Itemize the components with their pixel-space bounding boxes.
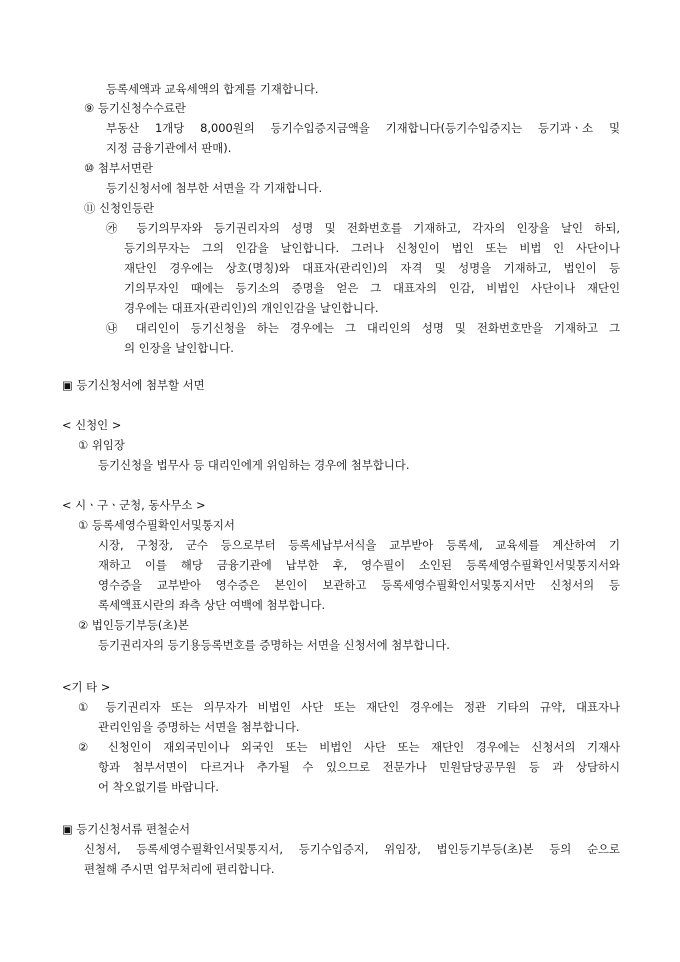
item-11-ga-text: 등기의무자는 그의 인감을 날인합니다. 그러나 신청인이 법인 또는 비법 인 사단이나 bbox=[124, 241, 620, 255]
power-of-attorney-title: ① 위임장 bbox=[78, 438, 125, 452]
applicant-header: < 신청인 > bbox=[62, 418, 122, 432]
item-10-text: 등기신청서에 첨부한 서면을 각 기재합니다. bbox=[106, 181, 323, 195]
item-9-text: 지정 금융기관에서 판매). bbox=[106, 141, 232, 155]
other-item-2-text: 어 착오없기를 바랍니다. bbox=[98, 780, 219, 794]
other-item-2-text: 항과 첨부서면이 다르거나 추가될 수 있으므로 전문가나 민원담당공무원 등 과 상담하시 bbox=[98, 760, 620, 774]
tax-receipt-text: 시장, 구청장, 군수 등으로부터 등록세납부서식을 교부받아 등록세, 교육세를 계산하여 기 bbox=[98, 538, 620, 552]
item-10-title: ⑩ 첨부서면란 bbox=[84, 161, 153, 175]
item-11-ga-text: ㉮ 등기의무자와 등기권리자의 성명 및 전화번호를 기재하고, 각자의 인장을 날인 하되, bbox=[106, 221, 620, 235]
corporate-register-title: ② 법인등기부등(초)본 bbox=[78, 618, 189, 632]
tax-receipt-text: 록세액표시란의 좌측 상단 여백에 첨부합니다. bbox=[98, 598, 326, 612]
other-item-2-text: ② 신청인이 재외국민이나 외국인 또는 비법인 사단 또는 재단인 경우에는 신청서의 기재사 bbox=[78, 740, 620, 754]
item-11-ga-text: 기의무자인 때에는 등기소의 증명을 얻은 그 대표자의 인감, 비법인 사단이나 재단인 bbox=[124, 281, 620, 295]
power-of-attorney-text: 등기신청을 법무사 등 대리인에게 위임하는 경우에 첨부합니다. bbox=[98, 458, 410, 472]
filing-order-text: 신청서, 등록세영수필확인서및통지서, 등기수입증지, 위임장, 법인등기부등(초)본 등의 순으로 bbox=[84, 842, 620, 856]
other-item-1-text: ① 등기권리자 또는 의무자가 비법인 사단 또는 재단인 경우에는 정관 기타의 규약, 대표자나 bbox=[78, 700, 620, 714]
item-11-title: ⑪ 신청인등란 bbox=[84, 201, 155, 215]
other-header: <기 타 > bbox=[62, 680, 111, 694]
attachments-heading: ▣ 등기신청서에 첨부할 서면 bbox=[62, 378, 205, 392]
item-11-ga-text: 경우에는 대표자(관리인)의 개인인감을 날인합니다. bbox=[124, 301, 379, 315]
item-11-na-text: 의 인장을 날인합니다. bbox=[124, 341, 234, 355]
item-9-title: ⑨ 등기신청수수료란 bbox=[84, 101, 186, 115]
registration-tax-sum-line: 등록세액과 교육세액의 합계를 기재합니다. bbox=[106, 82, 319, 96]
item-9-text: 부동산 1개당 8,000원의 등기수입증지금액을 기재합니다(등기수입증지는 등기과ㆍ소 및 bbox=[106, 121, 620, 135]
item-11-na-text: ㉯ 대리인이 등기신청을 하는 경우에는 그 대리인의 성명 및 전화번호만을 기재하고 그 bbox=[106, 321, 620, 335]
tax-receipt-text: 재하고 이를 해당 금융기관에 납부한 후, 영수필이 소인된 등록세영수필확인서및통지서와 bbox=[98, 558, 620, 572]
filing-order-heading: ▣ 등기신청서류 편철순서 bbox=[62, 822, 191, 836]
tax-receipt-title: ① 등록세영수필확인서및통지서 bbox=[78, 518, 235, 532]
corporate-register-text: 등기권리자의 등기용등록번호를 증명하는 서면을 신청서에 첨부합니다. bbox=[98, 638, 450, 652]
tax-receipt-text: 영수증을 교부받아 영수증은 본인이 보관하고 등록세영수필확인서및통지서만 신청서의 등 bbox=[98, 578, 620, 592]
other-item-1-text: 관리인임을 증명하는 서면을 첨부합니다. bbox=[98, 720, 300, 734]
item-11-ga-text: 재단인 경우에는 상호(명칭)와 대표자(관리인)의 자격 및 성명을 기재하고, 법인이 등 bbox=[124, 261, 620, 275]
office-header: < 시ㆍ구ㆍ군청, 동사무소 > bbox=[62, 498, 206, 512]
filing-order-text: 편철해 주시면 업무처리에 편리합니다. bbox=[84, 862, 275, 876]
